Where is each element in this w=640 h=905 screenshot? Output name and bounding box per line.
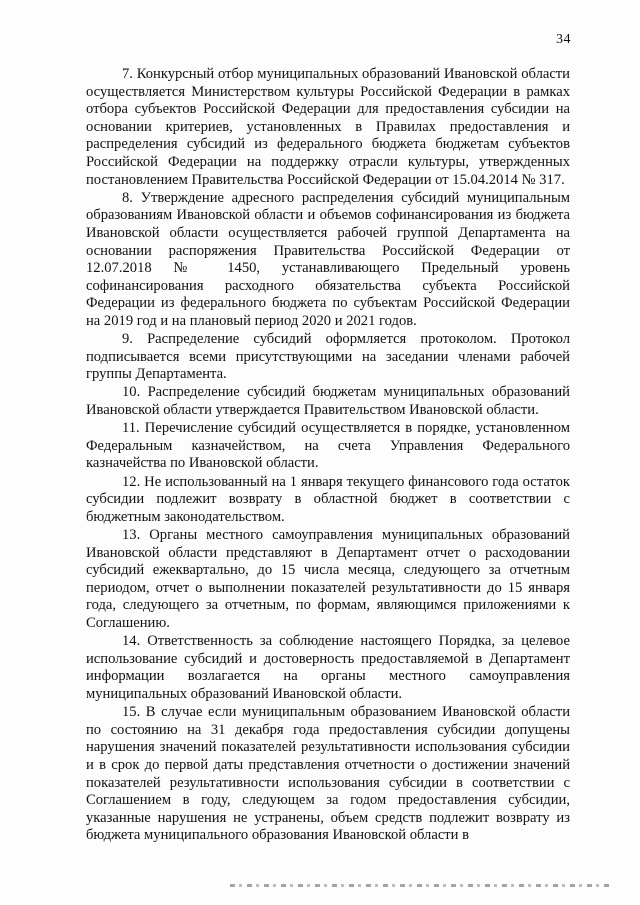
paragraph-8: 8. Утверждение адресного распределения субсидий муниципальным образованиям Ивановской области и объемов софинансирования из бюджета Ивановской области осуществляется рабочей группой Департамента на основании распоряжения Правительства Российской Федерации от 12.07.2018 № 1450, устанавливающего Предельный уровень софинансирования расходного обязательства субъекта Российской Федерации из федерального бюджета по субъектам Российской Федерации на 2019 год и на плановый период 2020 и 2021 годов. <box>86 189 570 329</box>
paragraph-12: 12. Не использованный на 1 января текущего финансового года остаток субсидии подлежит возврату в областной бюджет в соответствии с бюджетным законодательством. <box>86 473 570 525</box>
paragraph-11: 11. Перечисление субсидий осуществляется в порядке, установленном Федеральным казначейством, на счета Управления Федерального казначейства по Ивановской области. <box>86 420 570 472</box>
paragraph-9: 9. Распределение субсидий оформляется протоколом. Протокол подписывается всеми присутствующими на заседании членами рабочей группы Департамента. <box>86 331 570 383</box>
paragraph-15: 15. В случае если муниципальным образованием Ивановской области по состоянию на 31 декабря года предоставления субсидии допущены нарушения значений показателей результативности использования субсидии и в срок до первой даты представления отчетности о достижении значений показателей результативности использования субсидии в соответствии с Соглашением в году, следующем за годом предоставления субсидии, указанные нарушения не устранены, объем средств подлежит возврату из бюджета муниципального образования Ивановской области в <box>86 704 570 844</box>
page-number: 34 <box>556 32 571 47</box>
paragraph-14: 14. Ответственность за соблюдение настоящего Порядка, за целевое использование субсидий и достоверность предоставляемой в Департамент информации возлагается на органы местного самоуправления муниципальных образований Ивановской области. <box>86 633 570 702</box>
paragraph-10: 10. Распределение субсидий бюджетам муниципальных образований Ивановской области утверждается Правительством Ивановской области. <box>86 384 570 419</box>
document-body <box>86 66 570 845</box>
paragraph-7: 7. Конкурсный отбор муниципальных образований Ивановской области осуществляется Министерством культуры Российской Федерации в рамках отбора субъектов Российской Федерации для предоставления субсидии на основании критериев, установленных в Правилах предоставления и распределения субсидий из федерального бюджета бюджетам субъектов Российской Федерации на поддержку отрасли культуры, утвержденных постановлением Правительства Российской Федерации от 15.04.2014 № 317. <box>86 66 570 188</box>
scan-edge-artifact <box>230 884 610 887</box>
paragraph-13: 13. Органы местного самоуправления муниципальных образований Ивановской области представляют в Департамент отчет о расходовании субсидий ежеквартально, до 15 числа месяца, следующего за отчетным периодом, отчет о выполнении показателей результативности до 15 января года, следующего за отчетным, по формам, являющимся приложениями к Соглашению. <box>86 527 570 631</box>
